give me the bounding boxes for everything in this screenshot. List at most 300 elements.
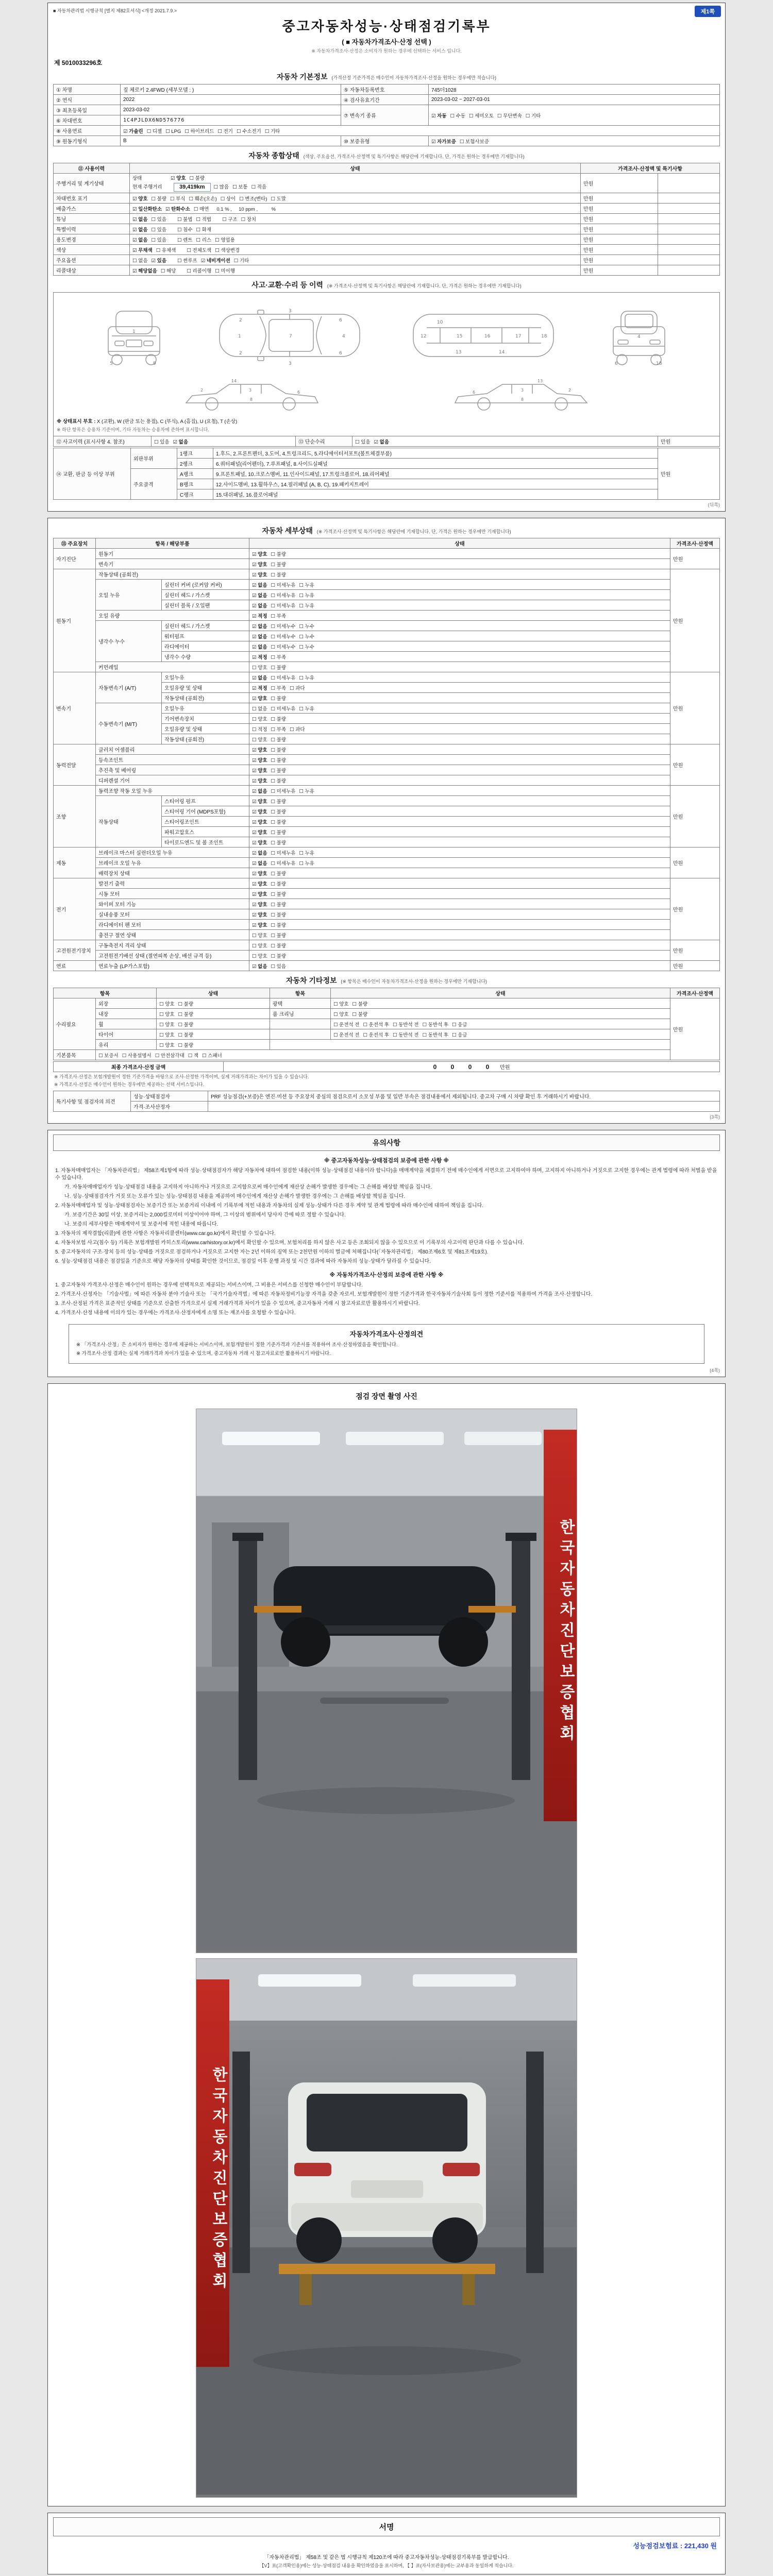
field-label: ⑤ 자동차등록번호 [341,84,429,95]
checkbox-불량[interactable]: ☐ 불량 [271,953,287,959]
page-title: 중고자동차성능·상태점검기록부 [282,19,491,34]
etc-header-note: (※ 항목은 매수인이 자동차가격조사·산정을 원하는 경우에만 기재합니다) [341,979,488,984]
checkbox-하이브리드[interactable]: ☐ 하이브리드 [184,128,214,134]
checkbox-있음[interactable]: ☐ 있음 [154,439,170,445]
final-price-note-2: ※ 가격조사·산정은 매수인이 원하는 경우에만 제공하는 선택 서비스입니다. [54,1082,205,1087]
etc-col-item2: 항목 [270,988,331,998]
appraisal-opinion-line: ※ 「가격조사·산정」은 소비자가 원하는 경우에 제공하는 서비스이며, 보험개발원이 정한 기준가격과 기준서를 적용하여 조사·산정하였음을 확인합니다. [76,1342,398,1348]
detail-row [54,940,720,951]
checkbox-누유[interactable]: ☐ 누유 [299,860,314,867]
appraisal-opinion-title: 자동차가격조사·산정의견 [349,1330,424,1338]
checkbox-없음[interactable]: ☑ 없음 [252,623,267,630]
fee-value: 221,430 원 [684,2542,717,2550]
detail-row [54,889,720,899]
basic-header-text: 자동차 기본정보 [276,73,328,81]
checkbox-수소전기[interactable]: ☐ 수소전기 [236,128,261,134]
checkbox-디젤[interactable]: ☐ 디젤 [146,128,162,134]
checkbox-불량[interactable]: ☐ 불량 [151,196,167,202]
checkbox-장치[interactable]: ☐ 장치 [241,216,257,223]
etc-item-label: 휠 [96,1019,157,1029]
detail-state-cell [249,734,670,744]
checkbox-부족[interactable]: ☐ 부족 [271,726,287,733]
checkbox-불량[interactable]: ☐ 불량 [271,778,287,784]
checkbox-불량[interactable]: ☐ 불량 [271,891,287,897]
detail-item-label: 시동 모터 [96,889,249,899]
detail-device-label: 변속기 [54,672,96,744]
field-label: ⑦ 변속기 종류 [341,105,429,126]
checkbox-전체도색[interactable]: ☐ 전체도색 [187,247,212,253]
detail-item-label: 오일 유량 [96,611,249,621]
checkbox-양호[interactable]: ☑ 양호 [252,696,267,702]
checkbox-양호[interactable]: ☐ 양호 [159,1022,175,1028]
checkbox-리스[interactable]: ☐ 리스 [196,237,212,243]
checkbox-불량[interactable]: ☐ 불량 [271,912,287,918]
checkbox-구조[interactable]: ☐ 구조 [222,216,238,223]
checkbox-불량[interactable]: ☐ 불량 [178,1022,194,1028]
overall-row [54,265,720,276]
checkbox-양호[interactable]: ☐ 양호 [252,943,267,949]
checkbox-누수[interactable]: ☐ 누수 [299,634,314,640]
checkbox-불량[interactable]: ☐ 불량 [352,1001,368,1007]
checkbox-양호[interactable]: ☐ 양호 [252,953,267,959]
checkbox-양호[interactable]: ☑ 양호 [252,799,267,805]
checkbox-부족[interactable]: ☐ 부족 [271,685,287,691]
checkbox-적법[interactable]: ☐ 적법 [196,216,212,223]
checkbox-적정[interactable]: ☑ 적정 [252,685,267,691]
checkbox-없음[interactable]: ☑ 없음 [252,963,267,970]
checkbox-누유[interactable]: ☐ 누유 [299,706,314,712]
section-header-etc [53,972,720,988]
checkbox-미이행[interactable]: ☐ 미이행 [215,268,235,274]
checkbox-양호[interactable]: ☑ 양호 [252,551,267,557]
svg-text:3: 3 [249,388,252,393]
checkbox-기타[interactable]: ☐ 기타 [233,258,249,264]
checkbox-있음[interactable]: ☐ 있음 [151,237,167,243]
checkbox-양호[interactable]: ☐ 양호 [159,1042,175,1048]
checkbox-미세누수[interactable]: ☐ 미세누수 [271,623,296,630]
etc-row [54,998,720,1009]
checkbox-색상변경[interactable]: ☐ 색상변경 [215,247,240,253]
checkbox-없음[interactable]: ☑ 없음 [252,644,267,650]
checkbox-양호[interactable]: ☑ 양호 [252,881,267,887]
detail-state-cell [249,796,670,806]
checkbox-자동[interactable]: ☑ 자동 [431,113,447,119]
checkbox-많음[interactable]: ☐ 많음 [213,184,229,190]
checkbox-도말[interactable]: ☐ 도말 [271,196,286,202]
detail-part-label: 파워고압호스 [162,827,249,837]
checkbox-과다[interactable]: ☐ 과다 [290,685,305,691]
detail-part-label: 스티어링 펌프 [162,796,249,806]
svg-text:2: 2 [200,388,204,393]
checkbox-없음[interactable]: ☑ 없음 [132,227,148,233]
svg-text:3: 3 [288,361,292,366]
checkbox-미세누유[interactable]: ☐ 미세누유 [271,675,296,681]
checkbox-미세누수[interactable]: ☐ 미세누수 [271,634,296,640]
etc-group-label: 기본품목 [54,1050,96,1060]
checkbox-불량[interactable]: ☐ 불량 [271,572,287,578]
svg-text:6: 6 [615,361,618,366]
rank2-parts: 6.쿼터패널(리어펜더), 7.루프패널, 8.사이드실패널 [213,459,658,469]
checkbox-과다[interactable]: ☐ 과다 [290,726,305,733]
checkbox-양호[interactable]: ☐ 양호 [252,933,267,939]
detail-state-cell [249,878,670,889]
checkbox-무채색[interactable]: ☑ 무채색 [132,247,153,253]
checkbox-미세누유[interactable]: ☐ 미세누유 [271,860,296,867]
checkbox-양호[interactable]: ☐ 양호 [252,737,267,743]
checkbox-없음[interactable]: ☑ 없음 [252,603,267,609]
detail-row [54,662,720,672]
checkbox-응급[interactable]: ☐ 응급 [452,1032,467,1038]
detail-state-cell [249,889,670,899]
checkbox-불량[interactable]: ☐ 불량 [189,176,205,181]
overall-row [54,224,720,234]
checkbox-불량[interactable]: ☐ 불량 [271,881,287,887]
notice-item: 1. 중고자동차 가격조사·산정은 매수인이 원하는 경우에 선택적으로 제공되는 서비스이며, 그 비용은 서비스를 신청한 매수인이 부담합니다. [55,1282,363,1288]
page-badge[interactable]: 제1쪽 [695,6,721,17]
detail-col-item: 항목 / 해당부품 [96,538,249,549]
field-label: ⑩ 보증유형 [341,136,429,146]
checkbox-자가보증[interactable]: ☑ 자가보증 [431,139,456,145]
checkbox-불량[interactable]: ☐ 불량 [271,871,287,877]
checkbox-없음[interactable]: ☑ 없음 [252,860,267,867]
checkbox-없음[interactable]: ☑ 없음 [252,634,267,640]
checkbox-불량[interactable]: ☐ 불량 [271,799,287,805]
detail-row [54,951,720,961]
checkbox-불량[interactable]: ☐ 불량 [271,922,287,928]
checkbox-기타[interactable]: ☐ 기타 [264,128,280,134]
checkbox-없음[interactable]: ☑ 없음 [252,582,267,588]
checkbox-불량[interactable]: ☐ 불량 [271,696,287,702]
checkbox-렌트[interactable]: ☐ 렌트 [177,237,193,243]
checkbox-불량[interactable]: ☐ 불량 [271,943,287,949]
etc-row [54,1029,720,1040]
final-price-value-cell [224,1062,720,1072]
checkbox-없음[interactable]: ☑ 없음 [132,216,148,223]
detail-state-cell [249,930,670,940]
checkbox-불량[interactable]: ☐ 불량 [271,665,287,671]
detail-row [54,786,720,796]
detail-state-cell [249,652,670,662]
checkbox-잭[interactable]: ☐ 잭 [188,1053,199,1059]
price-cell: 만원 [670,549,720,569]
rankA-label: A랭크 [177,469,213,479]
overall-row [54,204,720,214]
detail-state-cell [249,868,670,878]
checkbox-부식[interactable]: ☐ 부식 [170,196,186,202]
fuel-checks [121,126,720,136]
detail-state-cell [249,549,670,559]
checkbox-보증서[interactable]: ☐ 보증서 [98,1053,119,1059]
checkbox-양호[interactable]: ☐ 양호 [159,1032,175,1038]
plate-number-value: 745더1028 [429,84,720,95]
detail-header-note: (※ 가격조사·산정액 및 특기사항은 해당란에 기재합니다. 단, 가격은 원하는 경우에만 기재합니다) [316,529,511,534]
first-registration-value: 2023-03-02 [121,105,341,115]
checkbox-양호[interactable]: ☑ 양호 [252,757,267,764]
checkbox-불량[interactable]: ☐ 불량 [271,757,287,764]
checkbox-없음[interactable]: ☑ 없음 [374,439,390,445]
checkbox-안전삼각대[interactable]: ☐ 안전삼각대 [155,1053,184,1059]
checkbox-있음[interactable]: ☐ 있음 [151,216,167,223]
svg-text:13: 13 [456,350,462,355]
checkbox-훼손(오손)[interactable]: ☐ 훼손(오손) [189,196,217,202]
basic-info-table [53,84,720,146]
checkbox-불량[interactable]: ☐ 불량 [271,933,287,939]
rankB-label: B랭크 [177,479,213,489]
detail-item-label: 구동축전지 격리 상태 [96,940,249,951]
final-price-label: 최종 가격조사·산정 금액 [54,1062,224,1072]
checkbox-미세누유[interactable]: ☐ 미세누유 [271,850,296,856]
checkbox-없음[interactable]: ☐ 없음 [252,706,267,712]
detail-state-cell [249,920,670,930]
checkbox-동반석 후[interactable]: ☐ 동반석 후 [422,1032,449,1038]
detail-state-cell [249,848,670,858]
page-4-box [47,1383,726,2506]
etc-empty-cell [270,1040,670,1050]
checkbox-양호[interactable]: ☑ 양호 [252,572,267,578]
checkbox-양호[interactable]: ☐ 양호 [159,1011,175,1018]
checkbox-누수[interactable]: ☐ 누수 [299,623,314,630]
checkbox-적정[interactable]: ☐ 적정 [252,726,267,733]
checkbox-전기[interactable]: ☐ 전기 [217,128,233,134]
checkbox-불량[interactable]: ☐ 불량 [271,716,287,722]
accident-history-checks [152,436,296,447]
checkbox-없음[interactable]: ☑ 없음 [132,237,148,243]
etc-col-item: 항목 [54,988,157,998]
checkbox-운전석 전[interactable]: ☐ 운전석 전 [333,1032,360,1038]
checkbox-양호[interactable]: ☑ 양호 [132,196,148,202]
checkbox-양호[interactable]: ☐ 양호 [252,716,267,722]
detail-state-cell [249,600,670,611]
checkbox-양호[interactable]: ☑ 양호 [252,840,267,846]
checkbox-불량[interactable]: ☐ 불량 [271,747,287,753]
notice-item: 가. 자동차매매업자가 성능·상태점검 내용을 고지하지 아니하거나 거짓으로 고지함으로써 매수인에게 재산상 손해가 발생한 경우에는 그 손해를 배상할 책임을 집니다. [64,1184,432,1190]
notice-items-performance [53,1167,720,1265]
checkbox-있음[interactable]: ☐ 있음 [271,963,287,970]
checkbox-양호[interactable]: ☑ 양호 [252,747,267,753]
etc-state-cell [331,1019,670,1029]
car-diagram-underbody [406,297,561,374]
etc-row [54,1019,720,1029]
checkbox-양호[interactable]: ☐ 양호 [252,665,267,671]
checkbox-리콜이행[interactable]: ☐ 리콜이행 [187,268,212,274]
checkbox-양호[interactable]: ☑ 양호 [252,891,267,897]
checkbox-미세누유[interactable]: ☐ 미세누유 [271,582,296,588]
detail-row [54,744,720,755]
checkbox-사용설명서[interactable]: ☐ 사용설명서 [122,1053,152,1059]
checkbox-누수[interactable]: ☐ 누수 [299,644,314,650]
detail-item-label: 작동상태 [96,796,162,848]
checkbox-미세누유[interactable]: ☐ 미세누유 [271,603,296,609]
checkbox-없음[interactable]: ☑ 없음 [252,788,267,794]
svg-text:12: 12 [421,334,427,339]
checkbox-세미오토[interactable]: ☐ 세미오토 [469,113,494,119]
state-mark-legend [57,417,716,425]
checkbox-양호[interactable]: ☑ 양호 [252,829,267,836]
checkbox-유채색[interactable]: ☐ 유채색 [156,247,176,253]
appraiser-label: 가격·조사산정자 [131,1101,208,1112]
checkbox-보험사보증[interactable]: ☐ 보험사보증 [459,139,489,145]
checkbox-미세누유[interactable]: ☐ 미세누유 [271,706,296,712]
checkbox-누유[interactable]: ☐ 누유 [299,592,314,599]
checkbox-불량[interactable]: ☐ 불량 [178,1011,194,1018]
checkbox-운전석 전[interactable]: ☐ 운전석 전 [333,1022,360,1028]
checkbox-미세누유[interactable]: ☐ 미세누유 [271,788,296,794]
detail-row [54,858,720,868]
accident-history-label: ⑫ 사고이력 (표시사항 4. 참조) [54,436,152,447]
basic-header-note: (가격산정 기준가격은 매수인이 자동차가격조사·산정을 원하는 경우에만 적습니다) [331,75,497,80]
checkbox-있음[interactable]: ☑ 있음 [151,258,167,264]
checkbox-양호[interactable]: ☐ 양호 [159,1001,175,1007]
car-diagram-side-right [449,376,593,414]
checkbox-없음[interactable]: ☐ 없음 [132,258,148,264]
checkbox-양호[interactable]: ☑ 양호 [252,809,267,815]
checkbox-스패너[interactable]: ☐ 스패너 [202,1053,222,1059]
checkbox-불량[interactable]: ☐ 불량 [271,551,287,557]
price-cell: 만원 [581,193,658,204]
checkbox-누유[interactable]: ☐ 누유 [299,603,314,609]
checkbox-양호[interactable]: ☑ 양호 [252,871,267,877]
overall-header-text: 자동차 종합상태 [248,151,299,160]
checkbox-불량[interactable]: ☐ 불량 [178,1032,194,1038]
checkbox-운전석 후[interactable]: ☐ 운전석 후 [363,1022,390,1028]
checkbox-불량[interactable]: ☐ 불량 [352,1011,368,1018]
checkbox-썬루프[interactable]: ☐ 썬루프 [177,258,197,264]
etc-state-cell [331,998,670,1009]
checkbox-불량[interactable]: ☐ 불량 [271,562,287,568]
price-cell: 만원 [581,265,658,276]
form-reference: ■ 자동차관리법 시행규칙 [별지 제82호서식] <개정 2021.7.9.> [53,8,177,13]
vehicle-damage-diagrams [53,292,720,436]
checkbox-양호[interactable]: ☐ 양호 [333,1001,349,1007]
checkbox-누유[interactable]: ☐ 누유 [299,788,314,794]
detail-item-label: 커먼레일 [96,662,249,672]
detail-part-label: 오일누유 [162,672,249,683]
checkbox-적정[interactable]: ☑ 적정 [252,654,267,660]
checkbox-양호[interactable]: ☑ 양호 [252,912,267,918]
field-label: ④ 검사유효기간 [341,95,429,105]
etc-header-text: 자동차 기타정보 [285,976,337,985]
checkbox-불량[interactable]: ☐ 불량 [271,902,287,908]
detail-part-label: 타이로드엔드 및 볼 조인트 [162,837,249,848]
detail-device-label: 조향 [54,786,96,848]
checkbox-기타[interactable]: ☐ 기타 [525,113,541,119]
checkbox-동반석 전[interactable]: ☐ 동반석 전 [393,1032,419,1038]
checkbox-불량[interactable]: ☐ 불량 [271,809,287,815]
checkbox-불량[interactable]: ☐ 불량 [178,1001,194,1007]
svg-text:14: 14 [231,379,237,383]
checkbox-운전석 후[interactable]: ☐ 운전석 후 [363,1032,390,1038]
checkbox-불량[interactable]: ☐ 불량 [271,840,287,846]
checkbox-불법[interactable]: ☐ 불법 [177,216,193,223]
checkbox-양호[interactable]: ☑ 양호 [252,902,267,908]
checkbox-응급[interactable]: ☐ 응급 [452,1022,467,1028]
checkbox-수동[interactable]: ☐ 수동 [450,113,466,119]
workshop-car-rear-scene [196,1959,577,2495]
checkbox-탄화수소[interactable]: ☑ 탄화수소 [165,206,190,212]
checkbox-없음[interactable]: ☑ 없음 [252,592,267,599]
checkbox-누유[interactable]: ☐ 누유 [299,850,314,856]
detail-state-cell [249,662,670,672]
checkbox-변조(변타)[interactable]: ☐ 변조(변타) [239,196,267,202]
rankB-parts: 12.사이드멤버, 13.휠하우스, 14.필러패널 (A, B, C), 19.패키지트레이 [213,479,658,489]
overall-state-cell [130,193,581,204]
detail-item-label: 클러치 어셈블리 [96,744,249,755]
checkbox-상이[interactable]: ☐ 상이 [220,196,236,202]
inspection-photo-1 [196,1409,577,1953]
checkbox-양호[interactable]: ☑ 양호 [171,176,186,181]
checkbox-해당[interactable]: ☐ 해당 [160,268,176,274]
checkbox-없음[interactable]: ☑ 없음 [252,675,267,681]
checkbox-일산화탄소[interactable]: ☑ 일산화탄소 [132,206,162,212]
detail-item-label: 오일 누유 [96,580,162,611]
checkbox-양호[interactable]: ☑ 양호 [252,922,267,928]
price-cell: 만원 [670,998,720,1060]
checkbox-보통[interactable]: ☐ 보통 [232,184,248,190]
detail-part-label: 실린더 블록 / 오일팬 [162,600,249,611]
checkbox-양호[interactable]: ☑ 양호 [252,562,267,568]
svg-text:6: 6 [339,351,342,356]
checkbox-동반석 전[interactable]: ☐ 동반석 전 [393,1022,419,1028]
detail-device-label: 고전원전기장치 [54,940,96,961]
detail-state-cell [249,631,670,641]
checkbox-부족[interactable]: ☐ 부족 [271,613,287,619]
detail-item-label: 동력조향 작동 오일 누유 [96,786,249,796]
checkbox-없음[interactable]: ☑ 없음 [252,850,267,856]
checkbox-무단변속[interactable]: ☐ 무단변속 [497,113,522,119]
overall-item-label: 리콜대상 [54,265,130,276]
checkbox-매연[interactable]: ☐ 매연 [193,206,209,212]
checkbox-해당없음[interactable]: ☑ 해당없음 [132,268,157,274]
svg-text:1: 1 [132,329,136,334]
overall-col-item: ⑪ 사용이력 [54,163,130,174]
checkbox-양호[interactable]: ☑ 양호 [252,819,267,825]
checkbox-양호[interactable]: ☐ 양호 [333,1011,349,1018]
checkbox-양호[interactable]: ☑ 양호 [252,778,267,784]
marking-note: 【V】표(고객확인용)에는 성능·상태점검 내용을 확인하였음을 표시하며, 【 】표(자사보관용)에는 교부용과 동일하게 적습니다. [259,2563,514,2568]
overall-item-label: 주요옵션 [54,255,130,265]
notice-item: 2. 자동차매매업자 및 성능·상태점검자는 보증기간 또는 보증거리 이내에 이 기록부에 적힌 내용과 자동차의 실제 성능·상태가 다른 경우 계약 및 관계 법령에 따라 매수인에 대하여 책임을 집니다. [55,1203,484,1209]
legend-note: ※ 하단 항목은 승용차 기준이며, 기타 자동차는 승용차에 준하여 표시합니다. [57,427,209,432]
checkbox-불량[interactable]: ☐ 불량 [271,819,287,825]
checkbox-미세누수[interactable]: ☐ 미세누수 [271,644,296,650]
checkbox-있음[interactable]: ☐ 있음 [151,227,167,233]
checkbox-누유[interactable]: ☐ 누유 [299,582,314,588]
overall-item-label: 차대번호 표기 [54,193,130,204]
inspector-label: 성능·상태점검자 [131,1091,208,1101]
checkbox-화재[interactable]: ☐ 화재 [196,227,212,233]
checkbox-있음[interactable]: ☐ 있음 [355,439,371,445]
detail-state-cell [249,817,670,827]
checkbox-영업용[interactable]: ☐ 영업용 [215,237,235,243]
checkbox-부족[interactable]: ☐ 부족 [271,654,287,660]
checkbox-침수[interactable]: ☐ 침수 [177,227,193,233]
checkbox-적음[interactable]: ☐ 적음 [251,184,267,190]
checkbox-불량[interactable]: ☐ 불량 [271,737,287,743]
field-label: ② 연식 [54,95,121,105]
checkbox-동반석 후[interactable]: ☐ 동반석 후 [422,1022,449,1028]
checkbox-양호[interactable]: ☑ 양호 [252,768,267,774]
checkbox-없음[interactable]: ☑ 없음 [173,439,189,445]
checkbox-네비게이션[interactable]: ☑ 네비게이션 [200,258,230,264]
checkbox-불량[interactable]: ☐ 불량 [178,1042,194,1048]
checkbox-LPG[interactable]: ☐ LPG [165,128,181,134]
checkbox-적정[interactable]: ☑ 적정 [252,613,267,619]
checkbox-불량[interactable]: ☐ 불량 [271,768,287,774]
checkbox-가솔린[interactable]: ☑ 가솔린 [123,128,143,134]
checkbox-미세누유[interactable]: ☐ 미세누유 [271,592,296,599]
checkbox-불량[interactable]: ☐ 불량 [271,829,287,836]
checkbox-누유[interactable]: ☐ 누유 [299,675,314,681]
